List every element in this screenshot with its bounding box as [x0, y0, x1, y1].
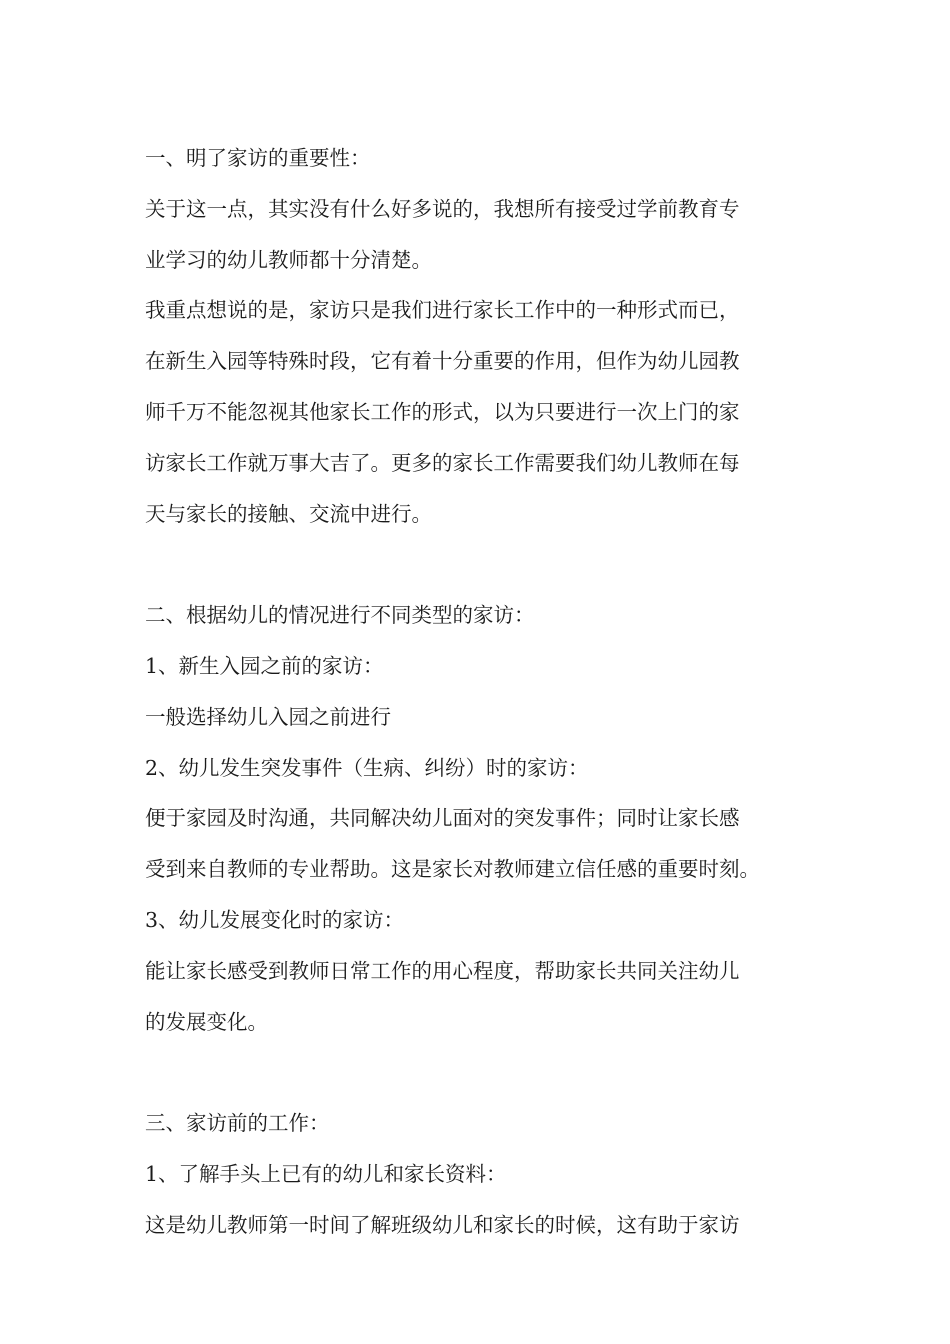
subheading-line: 2、幼儿发生突发事件（生病、纠纷）时的家访： — [145, 755, 589, 780]
subheading-line: 3、幼儿发展变化时的家访： — [145, 907, 405, 932]
paragraph-line: 访家长工作就万事大吉了。更多的家长工作需要我们幼儿教师在每 — [145, 450, 740, 475]
section-heading-2: 二、根据幼儿的情况进行不同类型的家访： — [145, 603, 535, 628]
paragraph-line: 业学习的幼儿教师都十分清楚。 — [145, 247, 432, 272]
paragraph-line: 一般选择幼儿入园之前进行 — [145, 704, 391, 729]
section-heading-3: 三、家访前的工作： — [145, 1111, 330, 1136]
blank-line — [145, 539, 815, 590]
subheading-line: 1、新生入园之前的家访： — [145, 653, 384, 678]
section-heading-1: 一、明了家访的重要性： — [145, 146, 371, 170]
paragraph-line: 天与家长的接触、交流中进行。 — [145, 501, 432, 526]
paragraph-line: 受到来自教师的专业帮助。这是家长对教师建立信任感的重要时刻。 — [145, 857, 760, 882]
paragraph-line: 能让家长感受到教师日常工作的用心程度，帮助家长共同关注幼儿 — [145, 958, 740, 983]
paragraph-line: 在新生入园等特殊时段，它有着十分重要的作用，但作为幼儿园教 — [145, 349, 740, 374]
subheading-line: 1、了解手头上已有的幼儿和家长资料： — [145, 1161, 507, 1186]
paragraph-line: 我重点想说的是，家访只是我们进行家长工作中的一种形式而已， — [145, 298, 740, 323]
paragraph-line: 关于这一点，其实没有什么好多说的，我想所有接受过学前教育专 — [145, 196, 740, 221]
paragraph-line: 师千万不能忽视其他家长工作的形式，以为只要进行一次上门的家 — [145, 399, 740, 424]
paragraph-line: 的发展变化。 — [145, 1009, 268, 1034]
document-body — [145, 133, 815, 1251]
paragraph-line: 便于家园及时沟通，共同解决幼儿面对的突发事件；同时让家长感 — [145, 806, 740, 831]
blank-line — [145, 1047, 815, 1098]
paragraph-line: 这是幼儿教师第一时间了解班级幼儿和家长的时候，这有助于家访 — [145, 1212, 740, 1237]
